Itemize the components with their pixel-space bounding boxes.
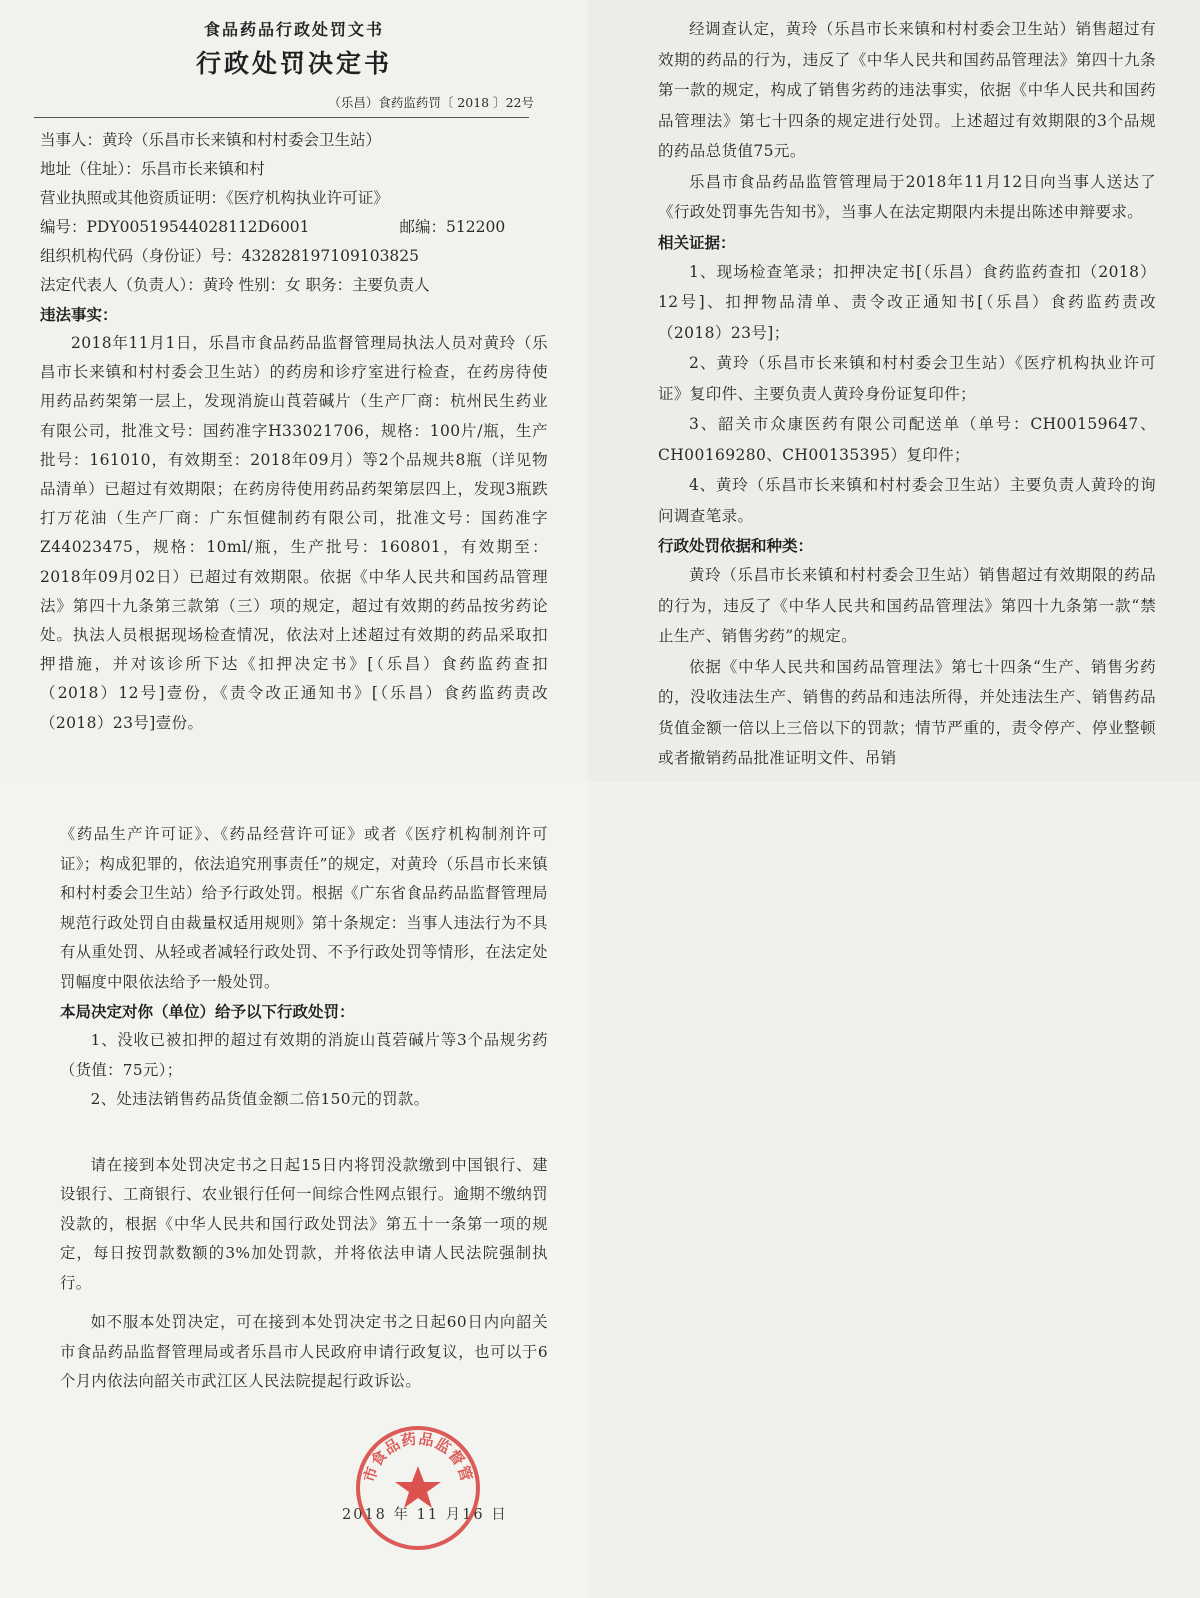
party-license: 营业执照或其他资质证明：《医疗机构执业许可证》 <box>40 189 389 207</box>
document-number: （乐昌）食药监药罚〔 2018 〕22号 <box>328 95 534 110</box>
investigation-paragraph-2: 乐昌市食品药品监管管理局于2018年11月12日向当事人送达了《行政处罚事先告知书》，当事人在法定期限内未提出陈述申辩要求。 <box>658 172 1156 221</box>
party-info <box>40 126 548 300</box>
page-quadrant-top-left <box>0 0 588 782</box>
party-org-code: 组织机构代码（身份证）号：432828197109103825 <box>40 247 420 265</box>
evidence-heading: 相关证据： <box>658 232 736 252</box>
evidence-item: 3、韶关市众康医药有限公司配送单（单号：CH00159647、CH00169280、CH00135395）复印件； <box>658 415 1156 464</box>
evidence-item: 1、现场检查笔录；扣押决定书[（乐昌）食药监药查扣（2018）12号]、扣押物品清单、责令改正通知书[（乐昌）食药监药责改（2018）23号]； <box>658 262 1156 342</box>
header-divider <box>34 117 529 118</box>
page-quadrant-bottom-left <box>0 782 588 1598</box>
page-quadrant-top-right <box>588 0 1200 782</box>
party-postcode: 邮编：512200 <box>399 218 506 236</box>
facts-text: 2018年11月1日，乐昌市食品药品监督管理局执法人员对黄玲（乐昌市长来镇和村村委会卫生站）的药房和诊疗室进行检查，在药房待使用药品药架第一层上，发现消旋山莨菪碱片（生产厂商：杭州民生药业有限公司，批准文号：国药准字H33021706，规格：100片/瓶，生产批号：161010，有效期至：2018年09月）等2个品规共8瓶（详见物品清单）已超过有效期限；在药房待使用药品药架第层四上，发现3瓶跌打万花油（生产厂商：广东恒健制药有限公司，批准文号：国药准字Z44023475，规格：10ml/瓶，生产批号：160801，有效期至：2018年09月02日）已超过有效期限。依据《中华人民共和国药品管理法》第四十九条第三款第（三）项的规定，超过有效期的药品按劣药论处。执法人员根据现场检查情况，依法对上述超过有效期的药品采取扣押措施，并对该诊所下达《扣押决定书》[（乐昌）食药监药查扣（2018）12号]壹份，《责令改正通知书》[（乐昌）食药监药责改（2018）23号]壹份。 <box>40 334 548 732</box>
decision-heading: 本局决定对你（单位）给予以下行政处罚： <box>60 1002 355 1021</box>
payment-paragraph: 请在接到本处罚决定书之日起15日内将罚没款缴到中国银行、建设银行、工商银行、农业银行任何一间综合性网点银行。逾期不缴纳罚没款的，根据《中华人民共和国行政处罚法》第五十一条第一项的规定，每日按罚款数额的3%加处罚款，并将依法申请人民法院强制执行。 <box>60 1155 548 1292</box>
party-number-row <box>40 213 548 242</box>
seal-icon <box>352 1422 484 1554</box>
party-address: 地址（住址）：乐昌市长来镇和村 <box>40 160 265 178</box>
svg-text:乐昌市食品药品监督管理局: 市食品药品监督管 <box>360 1429 476 1485</box>
decision-item: 1、没收已被扣押的超过有效期的消旋山莨菪碱片等3个品规劣药（货值：75元）； <box>60 1031 548 1079</box>
document-title: 行政处罚决定书 <box>195 49 392 78</box>
basis-paragraph-2: 依据《中华人民共和国药品管理法》第七十四条“生产、销售劣药的，没收违法生产、销售的药品和违法所得，并处违法生产、销售药品货值金额一倍以上三倍以下的罚款；情节严重的，责令停产、停业整顿或者撤销药品批准证明文件、吊销 <box>658 657 1156 767</box>
basis-paragraph-1: 黄玲（乐昌市长来镇和村村委会卫生站）销售超过有效期限的药品的行为，违反了《中华人民共和国药品管理法》第四十九条第一款“禁止生产、销售劣药”的规定。 <box>658 566 1156 645</box>
continuation-paragraph: 《药品生产许可证》、《药品经营许可证》或者《医疗机构制剂许可证》；构成犯罪的，依法追究刑事责任”的规定，对黄玲（乐昌市长来镇和村村委会卫生站）给予行政处罚。根据《广东省食品药品监督管理局规范行政处罚自由裁量权适用规则》第十条规定：当事人违法行为不具有从重处罚、从轻或者减轻行政处罚、不予行政处罚等情形，在法定处罚幅度中限依法给予一般处罚。 <box>60 825 548 991</box>
basis-heading: 行政处罚依据和种类： <box>658 536 814 555</box>
document-header <box>40 18 548 86</box>
official-seal <box>352 1422 484 1554</box>
evidence-item: 2、黄玲（乐昌市长来镇和村村委会卫生站）《医疗机构执业许可证》复印件、主要负责人黄玲身份证复印件； <box>658 354 1156 403</box>
appeal-paragraph: 如不服本处罚决定，可在接到本处罚决定书之日起60日内向韶关市食品药品监督管理局或者乐昌市人民政府申请行政复议，也可以于6个月内依法向韶关市武江区人民法院提起行政诉讼。 <box>60 1313 548 1390</box>
page-quadrant-bottom-right-blank <box>588 782 1200 1598</box>
document-super-title: 食品药品行政处罚文书 <box>203 20 384 39</box>
decision-date: 2018 年 11 月16 日 <box>342 1507 508 1523</box>
facts-heading: 违法事实： <box>40 305 118 324</box>
decision-item: 2、处违法销售药品货值金额二倍150元的罚款。 <box>90 1090 430 1108</box>
party-name: 当事人：黄玲（乐昌市长来镇和村村委会卫生站） <box>40 131 382 149</box>
evidence-item: 4、黄玲（乐昌市长来镇和村村委会卫生站）主要负责人黄玲的询问调查笔录。 <box>658 476 1156 525</box>
investigation-paragraph-1: 经调查认定，黄玲（乐昌市长来镇和村村委会卫生站）销售超过有效期的药品的行为，违反了《中华人民共和国药品管理法》第四十九条第一款的规定，构成了销售劣药的违法事实，依据《中华人民共和国药品管理法》第七十四条的规定进行处罚。上述超过有效期限的3个品规的药品总货值75元。 <box>658 20 1156 160</box>
party-license-number: 编号：PDY00519544028112D6001 <box>40 218 310 236</box>
party-legal-rep: 法定代表人（负责人）：黄玲 性别：女 职务：主要负责人 <box>40 276 430 294</box>
